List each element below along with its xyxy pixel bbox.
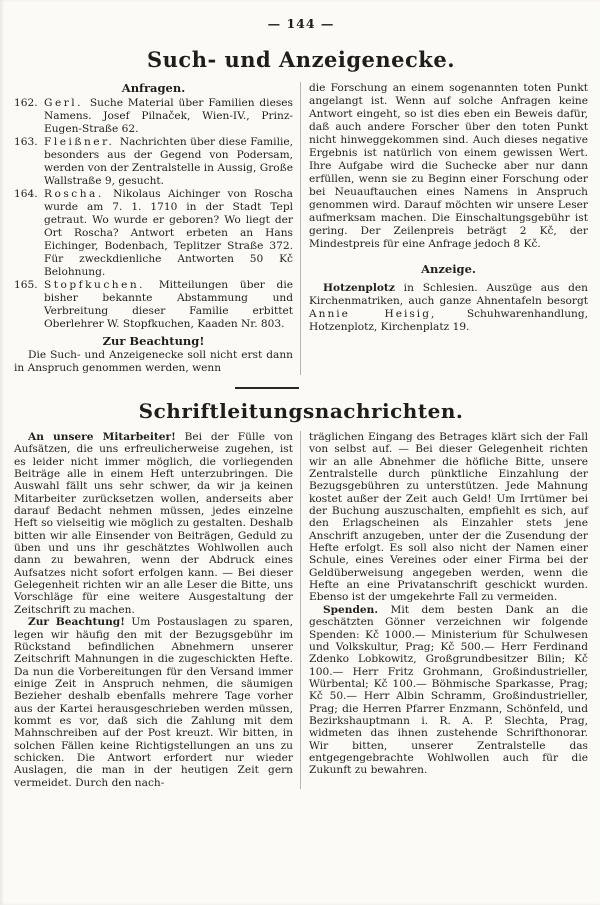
beachtung2-lead: Zur Beachtung! xyxy=(28,616,125,629)
anzeige-contact-name: Annie Heisig xyxy=(309,308,431,320)
section1-title: Such- und Anzeigenecke. xyxy=(146,47,456,72)
anzeige-lead: Hotzenplotz xyxy=(323,282,395,294)
spenden-text: Mit dem besten Dank an die geschätzten Gönner verzeichnen wir folgende Spenden: Kč 1000.— Ministerium für Schulwesen und Volkskultur, Prag; Kč 500.— Herr Ferdinand Zdenko Lobkowitz, Großgrundbesitzer Bilin; Kč 100.— Herr Fritz Grohmann, Großindustrieller, Würbental; Kč 100.— Böhmische Sparkasse, Prag; Kč 50.— Herr Albin Schramm, Großindustrieller, Prag; die Herren Pfarrer Enzmann, Schönfeld, und Bezirkshauptmann i. R. A. P. Slechta, Prag, widmeten das ihnen zustehende Schrifthonorar. Wir bitten, unserer Zentralstelle das entgegengebrachte Wohlwollen auch für die Zukunft zu bewahren. xyxy=(309,603,588,777)
entry-surname: Stopfkuchen. xyxy=(44,279,146,291)
query-entry-165 xyxy=(14,279,293,331)
section1-left-column xyxy=(14,82,300,375)
beachtung2-text: Um Postauslagen zu sparen, legen wir häufig den mit der Bezugsgebühr im Rückstand befindlichen Abnehmern unserer Zeitschrift Mahnungen in die zugeschickten Hefte. Da nun die Vorbereitungen für den Versand immer einige Zeit in Anspruch nehmen, die säumigen Bezieher deshalb ebenfalls mehrere Tage vorher aus der Kartei herausgeschrieben werden müssen, kommt es vor, daß sich die Zahlung mit dem Mahnschreiben auf der Post kreuzt. Wir bitten, in solchen Fällen keine Richtigstellungen an uns zu schicken. Die Antwort erfordert nur wieder Auslagen, die man in der heutigen Zeit gern vermeidet. Durch den nach- xyxy=(14,616,293,789)
entry-surname: Roscha. xyxy=(44,188,104,200)
anzeige-text xyxy=(309,282,588,334)
entry-surname: Fleißner. xyxy=(44,136,115,148)
anfragen-heading: Anfragen. xyxy=(121,81,186,95)
entry-number: 164. xyxy=(14,188,38,200)
entry-number: 162. xyxy=(14,97,38,109)
entry-surname: Gerl. xyxy=(44,97,84,109)
anzeige-heading: Anzeige. xyxy=(421,262,476,276)
section2-columns xyxy=(14,431,588,789)
query-entry-163 xyxy=(14,136,293,188)
page-number: — 144 — xyxy=(267,16,335,31)
section-schriftleitungsnachrichten xyxy=(14,399,588,789)
section-such-und-anzeigenecke xyxy=(14,47,588,375)
entry-text: Suche Material über Familien dieses Namens. Josef Pilnaček, Wien-IV., Prinz-Eugen-Straße 62. xyxy=(44,97,293,135)
anzeige-text-part2: , Schuhwarenhandlung, Hotzenplotz, Kirchenplatz 19. xyxy=(309,308,588,333)
entry-number: 163. xyxy=(14,136,38,148)
entry-text: Nachrichten über diese Familie, besonders aus der Gegend von Podersam, werden von der Zentralstelle in Aussig, Große Wallstraße 9, gesucht. xyxy=(44,136,293,187)
beachtung2-paragraph xyxy=(14,616,293,789)
zur-beachtung-text: Die Such- und Anzeigenecke soll nicht erst dann in Anspruch genommen werden, wenn xyxy=(14,349,293,374)
section2-title: Schriftleitungsnachrichten. xyxy=(138,399,464,423)
entry-text: Mitteilungen über die bisher bekannte Abstammung und Verbreitung dieser Familie erbittet Oberlehrer W. Stopfkuchen, Kaaden Nr. 803. xyxy=(44,279,293,330)
mitarbeiter-paragraph xyxy=(14,431,293,616)
section2-left-column xyxy=(14,431,300,789)
beachtung2-continuation: träglichen Eingang des Betrages klärt sich der Fall von selbst auf. — Bei dieser Gelegenheit richten wir an alle Abnehmer die höfliche Bitte, unsere Zentralstelle durch pünktliche Einzahlung der Bezugsgebühren zu unterstützen. Jede Mahnung kostet außer der Zeit auch Geld! Um Irrtümer bei der Buchung auszuschalten, empfiehlt es sich, auf den Erlagscheinen als Einzahler stets jene Anschrift anzugeben, unter der die Zusendung der Hefte erfolgt. Es soll also nicht der Namen einer Schule, eines Vereines oder einer Firma bei der Geldüberweisung angegeben werden, wenn die Hefte an eine Privatanschrift geschickt wurden. Ebenso ist der umgekehrte Fall zu vermeiden. xyxy=(309,431,588,604)
mitarbeiter-lead: An unsere Mitarbeiter! xyxy=(28,431,176,443)
zur-beachtung-heading: Zur Beachtung! xyxy=(102,334,205,348)
spenden-lead: Spenden. xyxy=(323,603,379,616)
section1-columns xyxy=(14,82,588,375)
entry-text: Nikolaus Aichinger von Roscha wurde am 7. 1. 1710 in der Stadt Tepl getraut. Wo wurde er geboren? Wo liegt der Ort Roscha? Antwort erbeten an Hans Eichinger, Bodenbach, Teplitzer Straße 372. Für zweckdienliche Antworten 50 Kč Belohnung. xyxy=(44,188,293,278)
entry-number: 165. xyxy=(14,279,38,291)
mitarbeiter-text: Bei der Fülle von Aufsätzen, die uns erfreulicherweise zugehen, ist es leider nicht immer möglich, die vorliegenden Beiträge alle in einem Heft unterzubringen. Die Auswahl fällt uns sehr schwer, da wir ja keinen Mitarbeiter zurücksetzen wollen, anderseits aber darauf Bedacht nehmen müssen, jedes einzelne Heft so vielseitig wie möglich zu gestalten. Deshalb bitten wir alle Einsender von Beiträgen, Geduld zu üben und uns ihr geschätztes Wohlwollen auch dann zu bewahren, wenn der Abdruck eines Aufsatzes nicht sofort erfolgen kann. — Bei dieser Gelegenheit richten wir an alle Leser die Bitte, uns Vorschläge für eine weitere Ausgestaltung der Zeitschrift zu machen. xyxy=(14,431,294,616)
spenden-paragraph xyxy=(309,604,588,777)
anzeige-text-part1: in Schlesien. Auszüge aus den Kirchenmatriken, auch ganze Ahnentafeln besorgt xyxy=(309,282,588,307)
section2-right-column xyxy=(301,431,588,789)
query-entry-164 xyxy=(14,188,293,279)
section1-right-column xyxy=(301,82,588,375)
zur-beachtung-continuation: die Forschung an einem sogenannten toten Punkt angelangt ist. Wenn auf solche Anfragen keine Antwort eingeht, so ist dies eben ein Beweis dafür, daß auch andere Forscher über den toten Punkt nicht hinweggekommen sind. Auch dieses negative Ergebnis ist natürlich von einem gewissen Wert. Ihre Aufgabe wird die Suchecke aber nur dann erfüllen, wenn sie zu Beginn einer Forschung oder bei Neuauftauchen eines Namens in Anspruch genommen wird. Darauf möchten wir unsere Leser aufmerksam machen. Die Einschaltungsgebühr ist gering. Der Zeilenpreis beträgt 2 Kč, der Mindestpreis für eine Anfrage jedoch 8 Kč. xyxy=(309,82,588,250)
section-divider-rule xyxy=(235,387,299,389)
query-entry-162 xyxy=(14,97,293,136)
